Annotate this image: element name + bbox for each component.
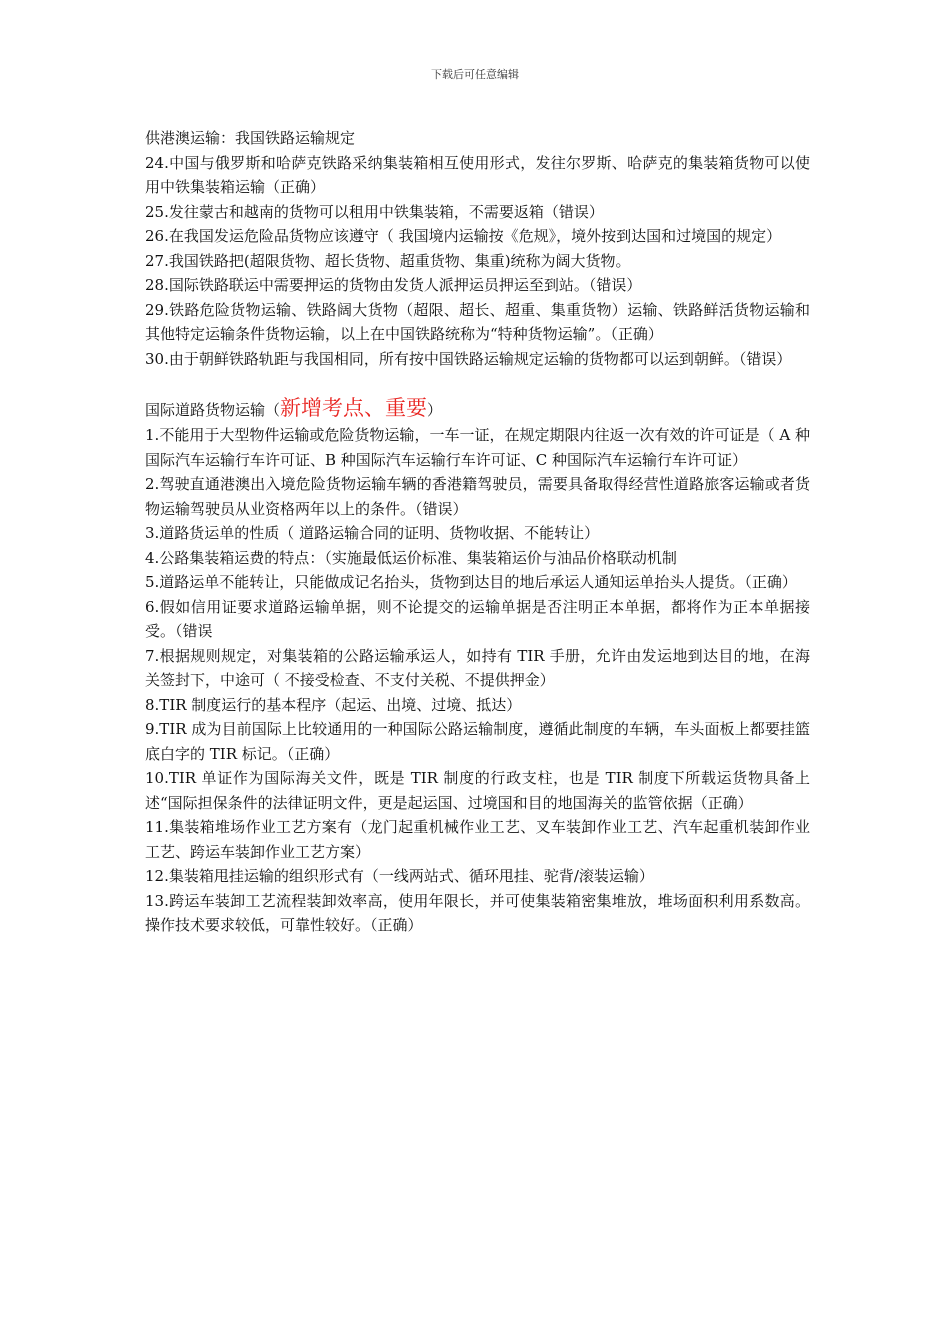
paragraph: 3.道路货运单的性质（ 道路运输合同的证明、货物收据、不能转让） (145, 524, 600, 542)
paragraph: 10.TIR 单证作为国际海关文件，既是 TIR 制度的行政支柱，也是 TIR 制度下所载运货物具备上述“国际担保条件的法律证明文件，更是起运国、过境国和目的地国海关的监管依据（正确） (145, 769, 810, 812)
paragraph: 24.中国与俄罗斯和哈萨克铁路采纳集装箱相互使用形式，发往尔罗斯、哈萨克的集装箱货物可以使用中铁集装箱运输（正确） (145, 153, 810, 196)
paragraph: 27.我国铁路把(超限货物、超长货物、超重货物、集重)统称为阔大货物。 (145, 251, 631, 270)
paragraph: 13.跨运车装卸工艺流程装卸效率高，使用年限长，并可使集装箱密集堆放，堆场面积利用系数高。操作技术要求较低，可靠性较好。（正确） (145, 891, 810, 934)
paragraph: 6.假如信用证要求道路运输单据，则不论提交的运输单据是否注明正本单据，都将作为正本单据接受。（错误 (145, 597, 810, 640)
section-title-text: 国际道路货物运输（ (145, 401, 281, 419)
paragraph: 30.由于朝鲜铁路轨距与我国相同，所有按中国铁路运输规定运输的货物都可以运到朝鲜。（错误） (145, 349, 792, 368)
paragraph: 2.驾驶直通港澳出入境危险货物运输车辆的香港籍驾驶员，需要具备取得经营性道路旅客运输或者货物运输驾驶员从业资格两年以上的条件。（错误） (145, 475, 810, 518)
paragraph: 26.在我国发运危险品货物应该遵守（ 我国境内运输按《危规》，境外按到达国和过境国的规定） (145, 227, 782, 245)
page-header: 下载后可任意编辑 (431, 68, 519, 81)
paragraph: 25.发往蒙古和越南的货物可以租用中铁集装箱，不需要返箱（错误） (145, 202, 604, 221)
paragraph: 供港澳运输：我国铁路运输规定 (145, 129, 356, 147)
paragraph: 8.TIR 制度运行的基本程序（起运、出境、过境、抵达） (145, 695, 522, 714)
paragraph: 7.根据规则规定，对集装箱的公路运输承运人，如持有 TIR 手册，允许由发运地到达目的地，在海关签封下，中途可（ 不接受检查、不支付关税、不提供押金） (145, 646, 810, 689)
section-title (145, 395, 810, 423)
paragraph: 28.国际铁路联运中需要押运的货物由发货人派押运员押运至到站。（错误） (145, 276, 642, 294)
paragraph: 29.铁路危险货物运输、铁路阔大货物（超限、超长、超重、集重货物）运输、铁路鲜活货物运输和其他特定运输条件货物运输，以上在中国铁路统称为“特种货物运输”。（正确） (145, 300, 810, 343)
paragraph: 12.集装箱甩挂运输的组织形式有（一线两站式、循环甩挂、驼背/滚装运输） (145, 867, 654, 885)
paragraph: 5.道路运单不能转让，只能做成记名抬头，货物到达目的地后承运人通知运单抬头人提货。（正确） (145, 573, 797, 591)
section-title-highlight: 新增考点、重要 (280, 396, 428, 420)
paragraph: 9.TIR 成为目前国际上比较通用的一种国际公路运输制度，遵循此制度的车辆，车头面板上都要挂篮底白字的 TIR 标记。（正确） (145, 720, 810, 763)
paragraph: 11.集装箱堆场作业工艺方案有（龙门起重机械作业工艺、叉车装卸作业工艺、汽车起重机装卸作业工艺、跨运车装卸作业工艺方案） (145, 818, 810, 861)
paragraph: 4.公路集装箱运费的特点：（实施最低运价标准、集装箱运价与油品价格联动机制 (145, 548, 677, 567)
paragraph: 1.不能用于大型物件运输或危险货物运输，一车一证，在规定期限内往返一次有效的许可证是（ A 种国际汽车运输行车许可证、B 种国际汽车运输行车许可证、C 种国际汽车运输行车许可证） (145, 426, 810, 469)
spacer (145, 371, 810, 395)
document-body (145, 126, 810, 938)
section-title-close: ） (427, 401, 443, 419)
